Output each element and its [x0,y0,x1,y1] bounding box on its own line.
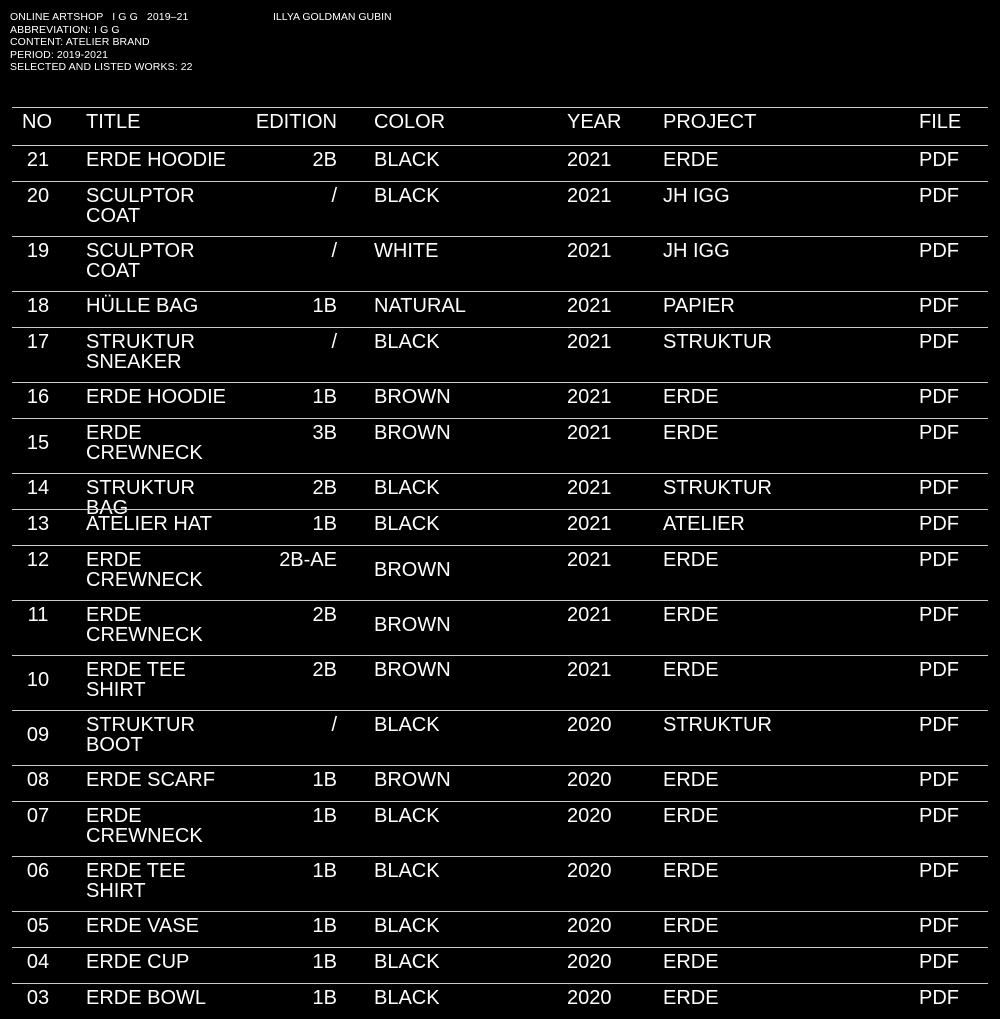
cell-color: BLACK [374,477,440,499]
table-row[interactable] [12,418,988,473]
table-row[interactable] [12,181,988,236]
abbreviation-line: ABBREVIATION: I G G [10,23,120,36]
cell-edition: 1B [312,860,337,882]
cell-title[interactable]: ATELIER HAT [86,513,212,535]
table-row[interactable] [12,911,988,947]
cell-no: 09 [26,724,50,746]
cell-no: 12 [26,549,50,571]
cell-no: 15 [26,432,50,454]
cell-no: 13 [26,513,50,535]
file-link[interactable]: PDF [919,659,959,681]
column-header-title: TITLE [86,111,141,133]
cell-edition: 2B-AE [279,549,337,571]
cell-title[interactable]: ERDE BOWL [86,987,207,1009]
cell-project: JH IGG [663,185,730,207]
column-header-project: PROJECT [663,111,757,133]
file-link[interactable]: PDF [919,604,959,626]
file-link[interactable]: PDF [919,295,959,317]
table-row[interactable] [12,600,988,655]
cell-project: ERDE [663,659,719,681]
cell-edition: / [331,331,337,353]
cell-color: BLACK [374,915,440,937]
cell-title[interactable]: ERDE TEE SHIRT [86,860,186,902]
file-link[interactable]: PDF [919,240,959,262]
cell-no: 11 [27,604,49,626]
cell-project: ERDE [663,549,719,571]
table-row[interactable] [12,145,988,181]
file-link[interactable]: PDF [919,714,959,736]
cell-title[interactable]: ERDE VASE [86,915,199,937]
cell-no: 17 [26,331,50,353]
file-link[interactable]: PDF [919,549,959,571]
cell-title[interactable]: SCULPTOR COAT [86,240,195,282]
cell-title[interactable]: ERDE CREWNECK [86,549,203,591]
cell-color: BLACK [374,185,440,207]
cell-edition: 1B [312,513,337,535]
cell-year: 2021 [567,185,612,207]
cell-color: BROWN [374,769,451,791]
column-header-year: YEAR [567,111,622,133]
cell-year: 2021 [567,604,612,626]
cell-color: BROWN [374,422,451,444]
shop-title: ONLINE ARTSHOP I G G 2019–21 [10,11,189,23]
file-link[interactable]: PDF [919,422,959,444]
cell-title[interactable]: SCULPTOR COAT [86,185,195,227]
cell-no: 19 [26,240,50,262]
table-row[interactable] [12,473,988,519]
content-line: CONTENT: ATELIER BRAND [10,36,150,48]
table-row[interactable] [12,382,988,418]
period-line: PERIOD: 2019-2021 [10,48,109,61]
table-row[interactable] [12,801,988,856]
table-row[interactable] [12,236,988,291]
cell-year: 2021 [567,240,612,262]
table-row[interactable] [12,710,988,765]
cell-project: JH IGG [663,240,730,262]
cell-project: ERDE [663,860,719,882]
cell-title[interactable]: STRUKTUR BOOT [86,714,195,756]
works-count-line: SELECTED AND LISTED WORKS: 22 [10,61,193,73]
table-row[interactable] [12,509,988,545]
cell-color: BLACK [374,513,440,535]
file-link[interactable]: PDF [919,149,959,171]
cell-year: 2020 [567,915,612,937]
cell-project: STRUKTUR [663,477,772,499]
cell-project: STRUKTUR [663,331,772,353]
cell-edition: 1B [312,951,337,973]
cell-project: ERDE [663,987,719,1009]
table-row[interactable] [12,765,988,801]
cell-year: 2021 [567,477,612,499]
file-link[interactable]: PDF [919,331,959,353]
table-row[interactable] [12,856,988,911]
cell-no: 20 [26,185,50,207]
cell-no: 14 [26,477,50,499]
cell-no: 06 [26,860,50,882]
cell-edition: 1B [312,386,337,408]
cell-color: BLACK [374,987,440,1009]
cell-year: 2021 [567,549,612,571]
column-header-color: COLOR [374,111,446,133]
column-header-file: FILE [919,111,962,133]
cell-title[interactable]: ERDE TEE SHIRT [86,659,186,701]
cell-edition: 2B [312,477,337,499]
cell-edition: 1B [312,769,337,791]
cell-project: PAPIER [663,295,735,317]
cell-no: 07 [26,805,50,827]
cell-title[interactable]: STRUKTUR SNEAKER [86,331,195,373]
file-link[interactable]: PDF [919,915,959,937]
cell-project: ERDE [663,386,719,408]
cell-no: 16 [26,386,50,408]
cell-no: 05 [26,915,50,937]
table-row[interactable] [12,655,988,710]
column-header-edition: EDITION [255,111,337,133]
cell-project: ERDE [663,422,719,444]
table-body [12,145,988,1019]
table-row[interactable] [12,545,988,600]
table-row[interactable] [12,947,988,983]
cell-color: BLACK [374,331,440,353]
cell-no: 10 [26,669,50,691]
cell-color: BLACK [374,951,440,973]
cell-project: ERDE [663,915,719,937]
file-link[interactable]: PDF [919,951,959,973]
cell-year: 2021 [567,513,612,535]
cell-year: 2020 [567,951,612,973]
file-link[interactable]: PDF [919,185,959,207]
cell-color: BLACK [374,714,440,736]
cell-year: 2020 [567,714,612,736]
works-table [12,107,988,1019]
cell-project: ERDE [663,951,719,973]
cell-project: STRUKTUR [663,714,772,736]
cell-edition: / [331,714,337,736]
cell-edition: 1B [312,295,337,317]
cell-edition: 1B [312,987,337,1009]
cell-color: BROWN [374,614,451,636]
cell-project: ERDE [663,604,719,626]
cell-edition: / [331,240,337,262]
cell-year: 2021 [567,295,612,317]
cell-color: NATURAL [374,295,466,317]
cell-color: BROWN [374,559,451,581]
cell-year: 2021 [567,422,612,444]
cell-title[interactable]: ERDE CREWNECK [86,422,203,464]
cell-color: BLACK [374,860,440,882]
cell-project: ERDE [663,149,719,171]
author-name[interactable]: ILLYA GOLDMAN GUBIN [273,11,392,23]
cell-project: ATELIER [663,513,745,535]
cell-year: 2020 [567,769,612,791]
file-link[interactable]: PDF [919,987,959,1009]
column-header-no: NO [22,111,52,133]
cell-title[interactable]: HÜLLE BAG [86,295,199,317]
table-header-row [12,107,988,145]
cell-title[interactable]: STRUKTUR BAG [86,477,195,519]
cell-year: 2020 [567,805,612,827]
cell-year: 2021 [567,149,612,171]
cell-year: 2020 [567,860,612,882]
cell-title[interactable]: ERDE CREWNECK [86,604,203,646]
cell-edition: 2B [312,604,337,626]
cell-title[interactable]: ERDE HOODIE [86,386,227,408]
cell-edition: 2B [312,149,337,171]
cell-edition: 2B [312,659,337,681]
cell-no: 18 [26,295,50,317]
cell-no: 08 [26,769,50,791]
cell-color: WHITE [374,240,439,262]
cell-color: BLACK [374,805,440,827]
file-link[interactable]: PDF [919,386,959,408]
table-row[interactable] [12,327,988,382]
cell-title[interactable]: ERDE SCARF [86,769,215,791]
cell-title[interactable]: ERDE CUP [86,951,190,973]
cell-year: 2021 [567,659,612,681]
cell-project: ERDE [663,805,719,827]
file-link[interactable]: PDF [919,860,959,882]
cell-year: 2021 [567,331,612,353]
cell-project: ERDE [663,769,719,791]
file-link[interactable]: PDF [919,769,959,791]
cell-year: 2020 [567,987,612,1009]
file-link[interactable]: PDF [919,805,959,827]
file-link[interactable]: PDF [919,513,959,535]
cell-no: 21 [26,149,50,171]
cell-edition: 1B [312,915,337,937]
table-row[interactable] [12,291,988,327]
cell-title[interactable]: ERDE CREWNECK [86,805,203,847]
cell-edition: 3B [312,422,337,444]
cell-edition: / [331,185,337,207]
shop-info [10,11,193,74]
table-row[interactable] [12,983,988,1019]
cell-no: 04 [26,951,50,973]
cell-color: BROWN [374,386,451,408]
file-link[interactable]: PDF [919,477,959,499]
cell-no: 03 [26,987,50,1009]
cell-title[interactable]: ERDE HOODIE [86,149,227,171]
cell-color: BLACK [374,149,440,171]
cell-year: 2021 [567,386,612,408]
cell-color: BROWN [374,659,451,681]
cell-edition: 1B [312,805,337,827]
